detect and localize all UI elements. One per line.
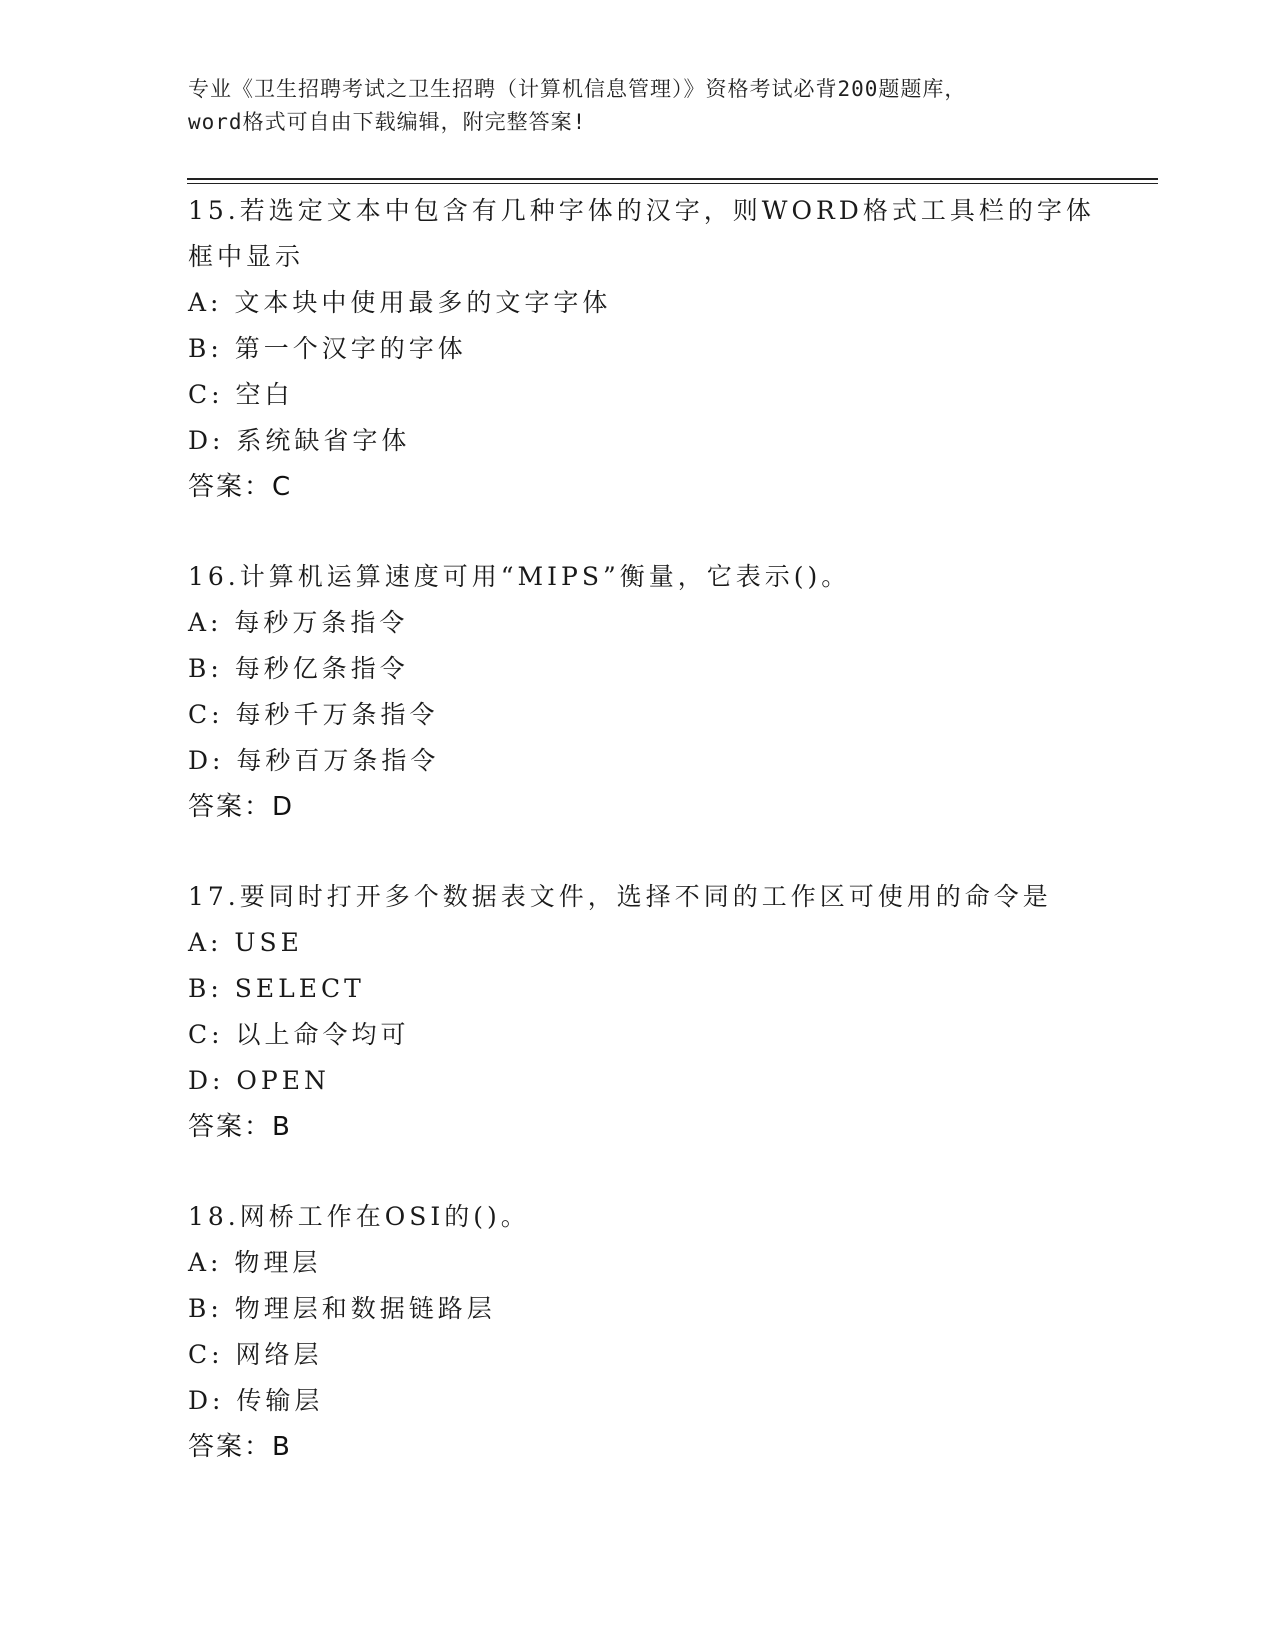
option-b: B: 每秒亿条指令: [188, 654, 409, 683]
answer-line: 答案：D: [188, 792, 295, 822]
header-divider-thick: [187, 178, 1158, 180]
header-line-2: word格式可自由下载编辑，附完整答案!: [188, 110, 587, 134]
option-c: C: 每秒千万条指令: [188, 700, 439, 729]
option-d: D: 传输层: [188, 1386, 324, 1415]
question-16: [188, 554, 1088, 830]
answer-line: 答案：B: [188, 1112, 292, 1142]
option-a: A: 物理层: [188, 1248, 322, 1277]
question-stem: 16.计算机运算速度可用“MIPS”衡量，它表示()。: [188, 562, 851, 591]
answer-line: 答案：C: [188, 472, 293, 502]
option-d: D: OPEN: [188, 1066, 330, 1095]
option-c: C: 以上命令均可: [188, 1020, 410, 1049]
option-c: C: 网络层: [188, 1340, 323, 1369]
header-line-1: 专业《卫生招聘考试之卫生招聘（计算机信息管理）》资格考试必背200题题库，: [188, 77, 967, 101]
question-18: [188, 1194, 1088, 1470]
question-stem: 18.网桥工作在OSI的()。: [188, 1202, 530, 1231]
question-17: [188, 874, 1088, 1150]
question-stem-continued: 框中显示: [188, 242, 305, 271]
question-stem: 17.要同时打开多个数据表文件，选择不同的工作区可使用的命令是: [188, 882, 1052, 911]
option-d: D: 系统缺省字体: [188, 426, 411, 455]
option-c: C: 空白: [188, 380, 294, 409]
option-a: A: USE: [188, 928, 303, 957]
question-stem: 15.若选定文本中包含有几种字体的汉字，则WORD格式工具栏的字体: [188, 196, 1095, 225]
header-divider-thin: [187, 183, 1158, 184]
document-header: [188, 73, 1088, 139]
question-15: [188, 188, 1095, 510]
option-a: A: 每秒万条指令: [188, 608, 409, 637]
option-b: B: 物理层和数据链路层: [188, 1294, 496, 1323]
option-b: B: 第一个汉字的字体: [188, 334, 467, 363]
option-a: A: 文本块中使用最多的文字字体: [188, 288, 612, 317]
answer-line: 答案：B: [188, 1432, 292, 1462]
option-b: B: SELECT: [188, 974, 365, 1003]
option-d: D: 每秒百万条指令: [188, 746, 440, 775]
question-list: [188, 188, 1095, 1514]
